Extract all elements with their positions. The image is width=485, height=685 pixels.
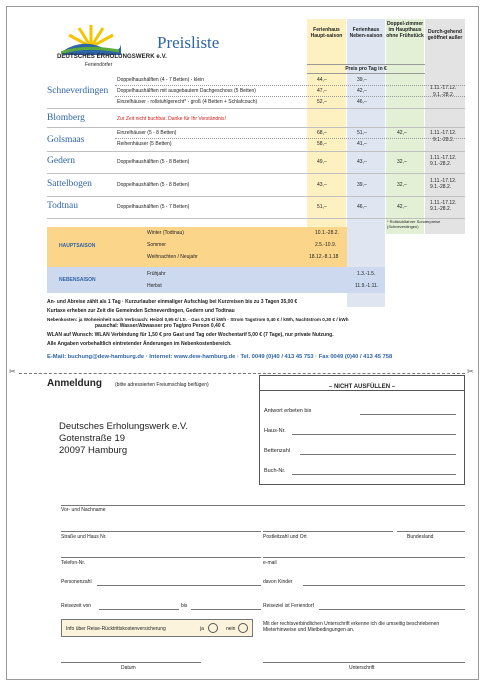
price-haupt: 68,– [317, 130, 327, 136]
season-dates: 2.5.-10.9. [315, 242, 337, 248]
location-name: Schneverdingen [47, 86, 109, 96]
season-name: Herbst [147, 283, 162, 289]
zip-field[interactable] [263, 531, 393, 532]
scissors-icon: ✂ [467, 367, 474, 376]
row-divider [115, 85, 465, 86]
address-line: Gotenstraße 19 [59, 433, 126, 444]
row-desc: Doppelhaushälften (4 - 7 Betten) - klein [117, 77, 204, 83]
form-title: Anmeldung [47, 378, 102, 389]
location-name: Todtnau [47, 201, 78, 211]
cut-line [19, 373, 465, 374]
office-booking-field[interactable] [292, 474, 456, 475]
name-label: Vor- und Nachname [61, 507, 106, 513]
price-haupt: 49,– [317, 159, 327, 165]
office-field-label: Buch-Nr. [264, 468, 286, 474]
price-haupt: 43,– [317, 182, 327, 188]
row-desc: Doppelhaushälften (5 - 7 Betten) [117, 204, 190, 210]
village-field[interactable] [319, 609, 465, 610]
note-line: Nebenkosten: ja Wohneinheit nach Verbrauch: Heizöl 0,95 €/ Ltr. · Gas 0,25 €/ kWh · Strom Tagstrom 0,40 € / kWh, Nachtstrom 0,30 € / kWh [47, 317, 349, 322]
row-desc: Einzelhäuser (5 - 8 Betten) [117, 130, 177, 136]
recipient-address [59, 421, 188, 457]
office-field-label: Bettenzahl [264, 448, 290, 454]
price-haupt: 44,– [317, 77, 327, 83]
row-desc: Einzelhäuser - rollstuhlgerecht* - groß (4 Betten + Schlafcouch) [117, 99, 258, 105]
office-beds-field[interactable] [300, 454, 456, 455]
row-desc: Doppelhaushälften (5 - 8 Betten) [117, 159, 190, 165]
office-field-label: Antwort erbeten bis [264, 408, 312, 414]
org-sub: Feriendörfer [85, 62, 113, 68]
travel-from-field[interactable] [99, 609, 179, 610]
season-dates: 11.9.-1.11. [355, 283, 379, 289]
location-name: Sattelbogen [47, 179, 92, 189]
row-divider [115, 96, 465, 97]
price-neben: 43,– [357, 159, 367, 165]
contact-line: E-Mail: buchung@dew-hamburg.de · Internet: www.dew-hamburg.de · Tel. 0049 (0)40 / 413 45 753 · Fax 0049 (0)40 / 413 45 758 [47, 354, 393, 360]
price-haupt: 47,– [317, 88, 327, 94]
signature-label: Unterschrift [349, 665, 375, 671]
office-house-field[interactable] [292, 434, 456, 435]
office-answer-field[interactable] [360, 414, 456, 415]
footnote: * Rollstuhlfahrer Sonderpreise (Schneverdingen) [387, 219, 441, 229]
col-header-dz: Doppel-zimmer im Haupthaus ohne Frühstück [386, 21, 424, 39]
persons-field[interactable] [97, 585, 261, 586]
email-label: e-mail [263, 560, 277, 566]
price-haupt: 52,– [317, 99, 327, 105]
open-dates: 1.11.-17.12. [430, 130, 457, 136]
nebensaison-label: NEBENSAISON [59, 277, 96, 283]
office-field-label: Haus-Nr. [264, 428, 286, 434]
insurance-box [61, 619, 253, 637]
season-dates: 1.3.-1.5. [357, 271, 376, 277]
street-field[interactable] [61, 531, 261, 532]
price-dz: 32,– [397, 182, 407, 188]
name-field[interactable] [61, 505, 465, 506]
note-line: pauschal: Wasser/Abwasser pro Tag/pro Person 0,40 € [95, 323, 225, 329]
location-name: Blomberg [47, 113, 85, 123]
note-line: Alle Angaben vorbehaltlich eintretender Änderungen im Nebenkostenbereich. [47, 341, 232, 347]
section-divider [47, 108, 465, 109]
open-dates: 1.11.-17.12. 9.1.-28.2. [430, 178, 457, 190]
section-divider [47, 127, 465, 128]
open-dates: 9.1.-28.2. [433, 92, 455, 98]
travel-to-label: bis [181, 603, 188, 609]
note-line: An- und Abreise zählt als 1 Tag · Kurzurlauber einmaliger Aufschlag bei Kurzreisen bis zu 3 Tagen 35,00 € [47, 299, 298, 305]
price-dz: 32,– [397, 159, 407, 165]
phone-field[interactable] [61, 557, 261, 558]
children-label: davon Kinder [263, 579, 293, 585]
address-line: Deutsches Erholungswerk e.V. [59, 421, 189, 432]
open-dates: 1.11.-17.12. 9.1.-28.2. [430, 155, 457, 167]
col-header-open: Durch-gehend geöffnet außer [427, 29, 463, 41]
section-divider [47, 196, 465, 197]
scissors-icon: ✂ [9, 367, 16, 376]
note-line: Kurtaxe erheben zur Zeit die Gemeinden Schneverdingen, Gedern und Todtnau [47, 308, 235, 314]
section-divider [47, 173, 465, 174]
children-field[interactable] [303, 585, 465, 586]
village-label: Reiseziel ist Feriendorf [263, 603, 314, 609]
date-label: Datum [121, 665, 136, 671]
price-neben: 46,– [357, 99, 367, 105]
col-header-neben: Ferienhaus Neben-saison [349, 27, 383, 39]
season-name: Weihnachten / Neujahr [147, 254, 198, 260]
insurance-yes-radio[interactable] [208, 623, 218, 633]
travel-from-label: Reisezeit von [61, 603, 92, 609]
per-day-label: Preis pro Tag in € [307, 64, 425, 74]
insurance-yes-label: ja [200, 626, 204, 632]
price-neben: 42,– [357, 88, 367, 94]
open-dates: 9.1.-28.2. [433, 137, 455, 143]
office-box-title: – NICHT AUSFÜLLEN – [328, 384, 396, 390]
location-name: Golsmaas [47, 135, 85, 145]
page-title: Preisliste [157, 33, 220, 52]
row-desc: Zur Zeit nicht buchbar. Danke für Ihr Verständnis! [117, 116, 226, 122]
season-name: Winter (Todtnau) [147, 230, 184, 236]
insurance-no-radio[interactable] [238, 623, 248, 633]
date-field[interactable] [61, 662, 201, 663]
price-haupt: 58,– [317, 141, 327, 147]
office-box-divider [260, 390, 464, 391]
price-neben: 39,– [357, 77, 367, 83]
zip-label: Postleitzahl und Ort [263, 534, 307, 540]
price-haupt: 51,– [317, 204, 327, 210]
price-neben: 41,– [357, 141, 367, 147]
signature-note: Mit der rechtsverbindlichen Unterschrift erkenne ich die umseitig beschriebenen Mieterhinweise und Mietbedingungen an. [263, 621, 440, 633]
phone-label: Telefon-Nr. [61, 560, 86, 566]
email-field[interactable] [263, 557, 465, 558]
row-desc: Doppelhaushälften mit ausgebautem Dachgeschoss (5 Betten) [117, 88, 256, 94]
open-dates: 1.11.-17.12. [430, 85, 457, 91]
persons-label: Personenzahl [61, 579, 92, 585]
signature-field[interactable] [263, 662, 465, 663]
section-divider [47, 151, 465, 152]
street-label: Straße und Haus Nr. [61, 534, 107, 540]
travel-to-field[interactable] [191, 609, 261, 610]
season-name: Frühjahr [147, 271, 166, 277]
sun-logo-icon [61, 21, 121, 55]
row-desc: Reihenhäuser (5 Betten) [117, 141, 172, 147]
insurance-no-label: nein [226, 626, 236, 632]
price-dz: 42,– [397, 204, 407, 210]
col-header-haupt: Ferienhaus Haupt-saison [310, 27, 343, 39]
row-divider [115, 138, 465, 139]
office-use-box [259, 375, 465, 485]
state-field[interactable] [397, 531, 465, 532]
location-name: Gedern [47, 156, 75, 166]
price-list-page [6, 6, 479, 680]
state-label: Bundesland [407, 534, 434, 540]
row-desc: Doppelhaushälften (5 - 8 Betten) [117, 182, 190, 188]
open-dates: 1.11.-17.12. 9.1.-28.2. [430, 200, 457, 212]
season-dates: 10.1.-28.2. [315, 230, 339, 236]
form-title-note: (bitte adressierten Freiumschlag beifügen) [115, 382, 209, 388]
price-neben: 46,– [357, 204, 367, 210]
nebensaison-band [47, 267, 385, 293]
org-name: DEUTSCHES ERHOLUNGSWERK e.V. [57, 54, 167, 60]
season-dates: 18.12.-8.1.18 [309, 254, 339, 260]
insurance-label: Info über Reise-Rücktrittskostenversicherung [66, 626, 166, 632]
price-neben: 39,– [357, 182, 367, 188]
hauptsaison-label: HAUPTSAISON [59, 243, 96, 249]
price-neben: 51,– [357, 130, 367, 136]
note-line: WLAN auf Wunsch: WLAN Verbindung für 1,50 € pro Gast und Tag oder Wochentarif 5,00 € (7 Tage), nur private Nutzung. [47, 332, 334, 338]
price-dz: 42,– [397, 130, 407, 136]
address-line: 20097 Hamburg [59, 445, 128, 456]
season-name: Sommer [147, 242, 166, 248]
